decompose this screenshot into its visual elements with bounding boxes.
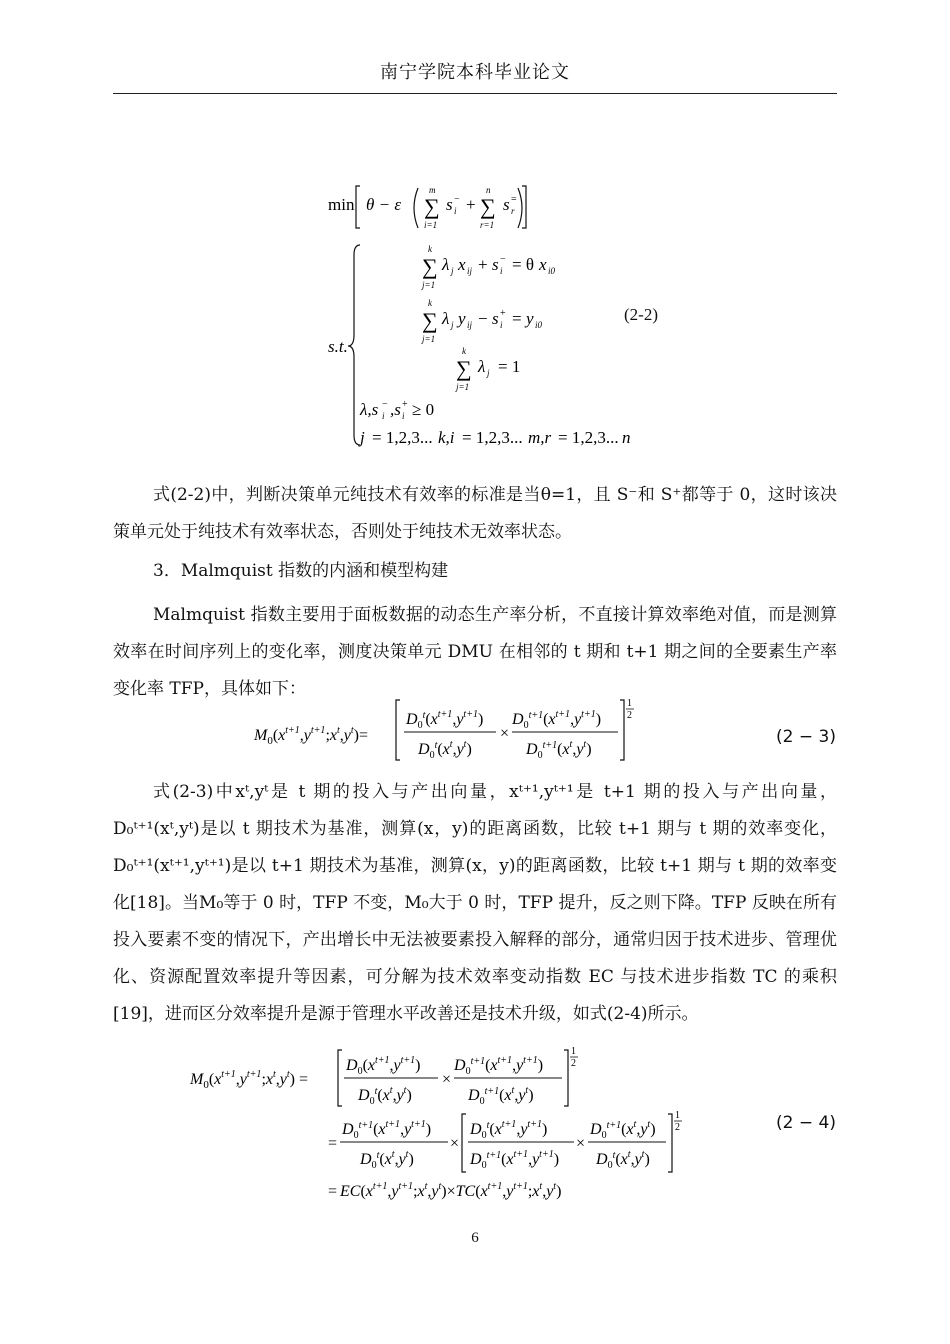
svg-text:2: 2	[627, 710, 632, 721]
svg-text:s.t.: s.t.	[328, 337, 348, 356]
svg-text:×: ×	[576, 1135, 586, 1152]
svg-text:,s: ,s	[390, 400, 401, 419]
svg-text:j: j	[360, 428, 365, 447]
svg-text:D0(xt+1,yt+1): $D_0(x^{t+1},y^{t+1})$	[346, 1055, 421, 1077]
svg-text:D0t(xt,yt): $D_0^t(x^t,y^t)$	[418, 739, 472, 761]
svg-text:i: i	[500, 320, 503, 330]
paragraph-theta-criterion: 式(2-2)中，判断决策单元纯技术有效率的标准是当θ=1，且 S⁻和 S⁺都等于 0，这时该决策单元处于纯技术有效率状态，否则处于纯技术无效率状态。	[113, 485, 837, 542]
svg-text:i0: i0	[535, 320, 543, 330]
svg-text:y: y	[526, 309, 534, 328]
svg-text:s: s	[446, 195, 453, 214]
svg-text:k,i: k,i	[438, 428, 455, 447]
svg-text:+: +	[466, 195, 476, 214]
svg-text:∑: ∑	[422, 254, 438, 279]
svg-text:k: k	[428, 244, 432, 254]
equation-2-4	[188, 1044, 688, 1204]
svg-text:D0t(xt,yt): $D_0^t(x^t,y^t)$	[358, 1085, 412, 1107]
equation-2-3	[250, 694, 650, 766]
paragraph-malmquist-explanation: 式(2-3)中xᵗ,yᵗ是 t 期的投入与产出向量，xᵗ⁺¹,yᵗ⁺¹是 t+1 期的投入与产出向量，D₀ᵗ⁺¹(xᵗ,yᵗ)是以 t 期技术为基准，测算(x，y)的距离函数，比较 t+1 期与 t 期的效率变化，D₀ᵗ⁺¹(xᵗ⁺¹,yᵗ⁺¹)是以 t+1 期技术为基准，测算(x，y)的距离函数，比较 t+1 期与 t 期的效率变化[18]。当M₀等于 0 时，TFP 不变，M₀大于 0 时，TFP 提升，反之则下降。TFP 反映在所有投入要素不变的情况下，产出增长中无法被要素投入解释的部分，通常归因于技术进步、管理优化、资源配置效率提升等因素，可分解为技术效率变动指数 EC 与技术进步指数 TC 的乘积[19]，进而区分效率提升是源于管理水平改善还是技术升级，如式(2-4)所示。	[113, 782, 837, 1024]
svg-text:∑: ∑	[422, 308, 438, 333]
svg-text:=: =	[328, 1135, 338, 1152]
svg-text:D0t(xt,yt): $D_0^t(x^t,y^t)$	[596, 1149, 650, 1171]
svg-text:ij: ij	[467, 320, 473, 330]
svg-text:i: i	[454, 206, 457, 216]
svg-text:M0(xt+1,yt+1;xt,yt)=: $M_0(x^{t+1},y^{t+1};x^t,y^t)=$	[254, 725, 369, 747]
svg-text:m,r: m,r	[528, 428, 552, 447]
svg-text:r=1: r=1	[480, 220, 495, 230]
svg-text:j=1: j=1	[422, 280, 436, 290]
svg-text:θ − ε: θ − ε	[366, 195, 402, 214]
svg-text:i: i	[382, 411, 385, 421]
svg-text:i=1: i=1	[424, 220, 438, 230]
svg-text:×: ×	[442, 1071, 452, 1088]
svg-text:1: 1	[627, 698, 632, 709]
svg-text:D0t+1(xt+1,yt+1): $D_0^{t+1}(x^{t+1},y^{t+1})$	[342, 1119, 432, 1141]
svg-text:+: +	[402, 399, 408, 410]
svg-text:λ: λ	[442, 255, 450, 274]
svg-text:j: j	[451, 266, 454, 276]
svg-text:= 1,2,3...: = 1,2,3...	[558, 428, 619, 447]
svg-text:+: +	[500, 308, 506, 319]
svg-text:y: y	[458, 309, 466, 328]
svg-text:=: =	[512, 309, 522, 328]
svg-text:EC(xt+1,yt+1;xt,yt)×TC(xt+1,yt: $EC(x^{t+1},y^{t+1};x^t,y^t)\times TC(x^{t+1},y^{t+1};x^t,y^t)$	[340, 1181, 562, 1200]
svg-text:j=1: j=1	[422, 334, 436, 344]
equation-label-2-2: (2-2)	[624, 305, 658, 324]
svg-text:s: s	[492, 309, 499, 328]
svg-text:= θ: = θ	[512, 255, 534, 274]
svg-text:m: m	[429, 185, 436, 195]
svg-text:i: i	[500, 266, 503, 276]
svg-text:D0t(xt+1,yt+1): $D_0^t(x^{t+1},y^{t+1})$	[470, 1119, 548, 1141]
svg-text:D0t(xt,yt): $D_0^t(x^t,y^t)$	[360, 1149, 414, 1171]
svg-text:s: s	[492, 255, 499, 274]
svg-text:D0t+1(xt,yt): $D_0^{t+1}(x^t,y^t)$	[468, 1085, 534, 1107]
svg-text:+: +	[478, 255, 488, 274]
svg-text:r: r	[511, 206, 515, 216]
svg-text:j: j	[487, 368, 490, 378]
svg-text:M0(xt+1,yt+1;xt,yt) =: $M_0(x^{t+1},y^{t+1};x^t,y^t)$ =	[190, 1069, 309, 1091]
equation-2-2	[320, 180, 650, 455]
svg-text:min: min	[328, 195, 355, 214]
svg-text:D0t(xt+1,yt+1): $D_0^t(x^{t+1},y^{t+1})$	[406, 709, 484, 731]
svg-text:= 1,2,3...: = 1,2,3...	[462, 428, 523, 447]
page-header: 南宁学院本科毕业论文	[380, 62, 570, 83]
paragraph-malmquist-intro: Malmquist 指数主要用于面板数据的动态生产率分析，不直接计算效率绝对值，而是测算效率在时间序列上的变化率，测度决策单元 DMU 在相邻的 t 期和 t+1 期之间的全要素生产率变化率 TFP，具体如下：	[113, 605, 837, 699]
svg-text:j=1: j=1	[456, 382, 470, 392]
svg-text:−: −	[500, 254, 506, 265]
svg-text:x: x	[539, 255, 547, 274]
svg-text:x: x	[458, 255, 466, 274]
svg-text:D0t+1(xt,yt): $D_0^{t+1}(x^t,y^t)$	[590, 1119, 656, 1141]
svg-text:D0t+1(xt+1,yt+1): $D_0^{t+1}(x^{t+1},y^{t+1})$	[512, 709, 602, 731]
svg-text:n: n	[622, 428, 631, 447]
svg-text:n: n	[486, 185, 491, 195]
svg-text:λ,s: λ,s	[360, 400, 379, 419]
page-number: 6	[471, 1230, 479, 1246]
svg-text:2: 2	[675, 1122, 680, 1133]
svg-text:k: k	[462, 346, 466, 356]
svg-text:∑: ∑	[456, 356, 472, 381]
svg-text:∑: ∑	[424, 194, 440, 219]
svg-text:D0t+1(xt+1,yt+1): $D_0^{t+1}(x^{t+1},y^{t+1})$	[454, 1055, 544, 1077]
header-rule	[113, 93, 837, 94]
svg-text:2: 2	[571, 1058, 576, 1069]
svg-text:×: ×	[450, 1135, 460, 1152]
svg-text:λ: λ	[478, 357, 486, 376]
svg-text:=: =	[328, 1183, 338, 1200]
svg-text:λ: λ	[442, 309, 450, 328]
svg-text:−: −	[478, 309, 488, 328]
svg-text:≥ 0: ≥ 0	[412, 400, 435, 419]
svg-text:j: j	[451, 320, 454, 330]
equation-label-2-4: (2 − 4)	[776, 1113, 836, 1133]
section-heading-malmquist: 3．Malmquist 指数的内涵和模型构建	[153, 561, 449, 581]
svg-text:1: 1	[675, 1110, 680, 1121]
svg-text:D0t+1(xt,yt): $D_0^{t+1}(x^t,y^t)$	[526, 739, 592, 761]
svg-text:ij: ij	[467, 266, 473, 276]
svg-text:=: =	[511, 194, 517, 205]
svg-text:1: 1	[571, 1046, 576, 1057]
svg-text:i0: i0	[548, 266, 556, 276]
svg-text:−: −	[454, 194, 460, 205]
svg-text:∑: ∑	[480, 194, 496, 219]
svg-text:k: k	[428, 298, 432, 308]
svg-text:= 1: = 1	[498, 357, 521, 376]
svg-text:= 1,2,3...: = 1,2,3...	[372, 428, 433, 447]
svg-text:s: s	[503, 195, 510, 214]
svg-text:i: i	[402, 411, 405, 421]
svg-text:−: −	[382, 399, 388, 410]
svg-text:×: ×	[500, 725, 510, 742]
equation-label-2-3: (2 − 3)	[776, 727, 836, 747]
svg-text:D0t+1(xt+1,yt+1): $D_0^{t+1}(x^{t+1},y^{t+1})$	[470, 1149, 560, 1171]
